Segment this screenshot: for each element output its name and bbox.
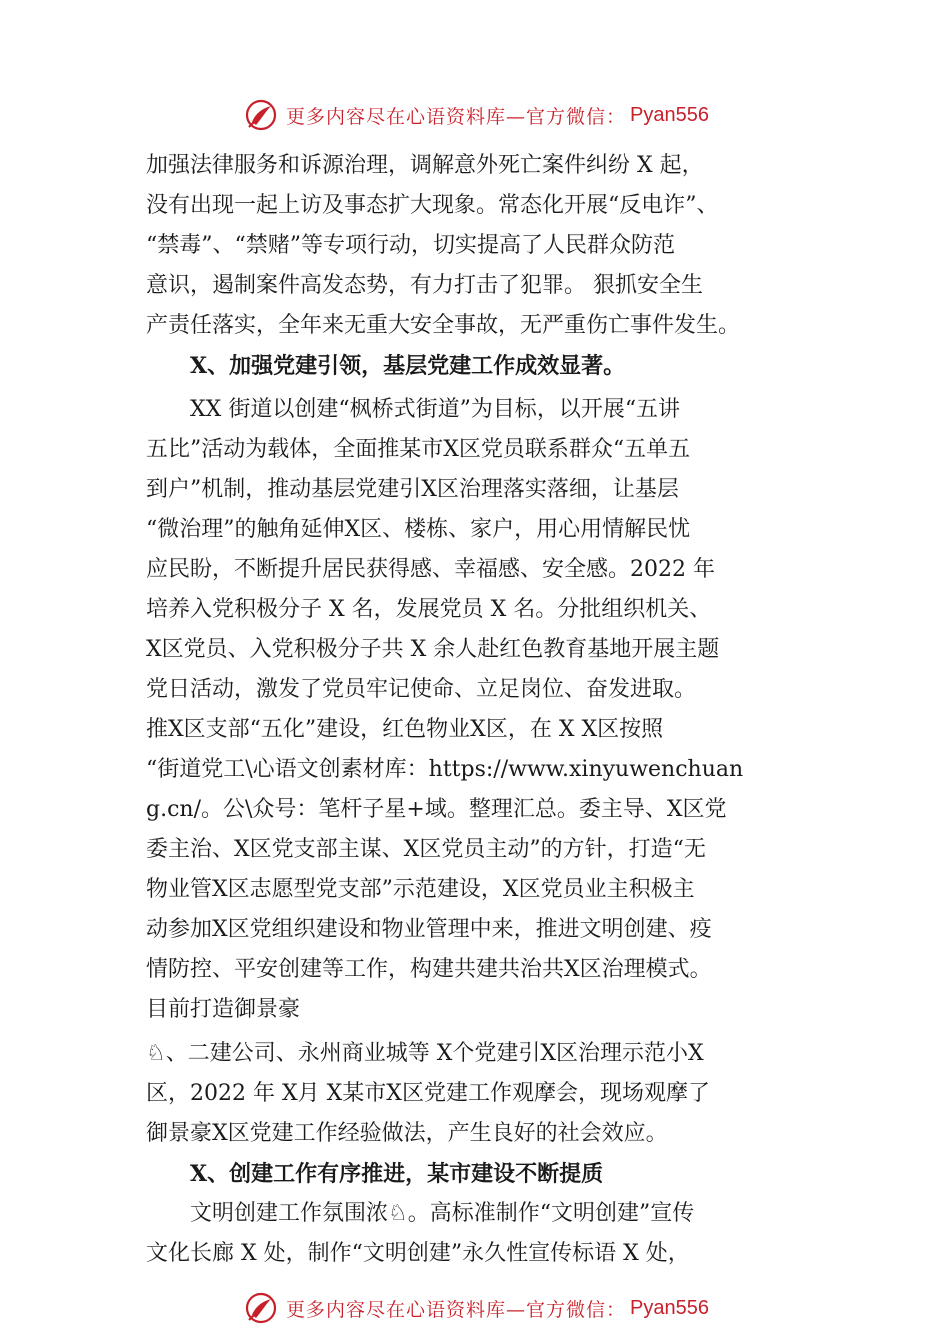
- text-line: g.cn/。公\众号：笔杆子星+域。整理汇总。委主导、X区党: [146, 797, 727, 822]
- text-line: 御景豪X区党建工作经验做法，产生良好的社会效应。: [146, 1121, 668, 1146]
- brand-logo-icon: [244, 1291, 278, 1325]
- text-line: 党日活动，激发了党员牢记使命、立足岗位、奋发进取。: [146, 677, 697, 702]
- text-line: 没有出现一起上访及事态扩大现象。常态化开展“反电诈”、: [146, 193, 719, 218]
- text-line: 意识，遏制案件高发态势，有力打击了犯罪。 狠抓安全生: [146, 273, 703, 298]
- text-line: X区党员、入党积极分子共 X 余人赴红色教育基地开展主题: [146, 637, 720, 662]
- text-line: 文化长廊 X 处，制作“文明创建”永久性宣传标语 X 处，: [146, 1241, 690, 1266]
- text-line: 动参加X区党组织建设和物业管理中来，推进文明创建、疫: [146, 917, 712, 942]
- text-line: 应民盼，不断提升居民获得感、幸福感、安全感。2022 年: [146, 557, 715, 582]
- text-line: ♘、二建公司、永州商业城等 X个党建引X区治理示范小X: [146, 1041, 704, 1066]
- text-line: “微治理”的触角延伸X区、楼栋、家户，用心用情解民忧: [146, 517, 691, 542]
- banner-wechat-id: Pyan556: [630, 103, 709, 126]
- text-line: 目前打造御景豪: [146, 997, 301, 1022]
- text-line: 到户”机制，推动基层党建引X区治理落实落细，让基层: [146, 477, 679, 502]
- text-line: 区，2022 年 X月 X某市X区党建工作观摩会，现场观摩了: [146, 1081, 710, 1106]
- text-line: “禁毒”、“禁赌”等专项行动，切实提高了人民群众防范: [146, 233, 675, 258]
- text-line: 加强法律服务和诉源治理，调解意外死亡案件纠纷 X 起，: [146, 153, 704, 178]
- text-line: 五比”活动为载体，全面推某市X区党员联系群众“五单五: [146, 437, 691, 462]
- text-line: 推X区支部“五化”建设，红色物业X区，在 X X区按照: [146, 717, 664, 742]
- text-line: 产责任落实，全年来无重大安全事故，无严重伤亡事件发生。: [146, 313, 741, 338]
- text-line: “街道党工\心语文创素材库：https://www.xinyuwenchuan: [146, 757, 744, 782]
- banner-wechat-id: Pyan556: [630, 1296, 709, 1319]
- document-body: [146, 146, 836, 1274]
- text-line: 物业管X区志愿型党支部”示范建设，X区党员业主积极主: [146, 877, 695, 902]
- header-banner: [0, 95, 950, 135]
- text-line: 培养入党积极分子 X 名，发展党员 X 名。分批组织机关、: [146, 597, 712, 622]
- text-line: 文明创建工作氛围浓♘。高标准制作“文明创建”宣传: [190, 1201, 695, 1226]
- text-line: 委主治、X区党支部主谋、X区党员主动”的方针，打造“无: [146, 837, 706, 862]
- banner-text: 更多内容尽在心语资料库—官方微信：: [286, 105, 627, 128]
- banner-text: 更多内容尽在心语资料库—官方微信：: [286, 1298, 627, 1321]
- section-heading: X、加强党建引领，基层党建工作成效显著。: [190, 353, 626, 379]
- footer-banner: [0, 1288, 950, 1328]
- section-heading: X、创建工作有序推进，某市建设不断提质: [190, 1161, 604, 1187]
- text-line: XX 街道以创建“枫桥式街道”为目标，以开展“五讲: [190, 397, 681, 422]
- brand-logo-icon: [244, 98, 278, 132]
- text-line: 情防控、平安创建等工作，构建共建共治共X区治理模式。: [146, 957, 712, 982]
